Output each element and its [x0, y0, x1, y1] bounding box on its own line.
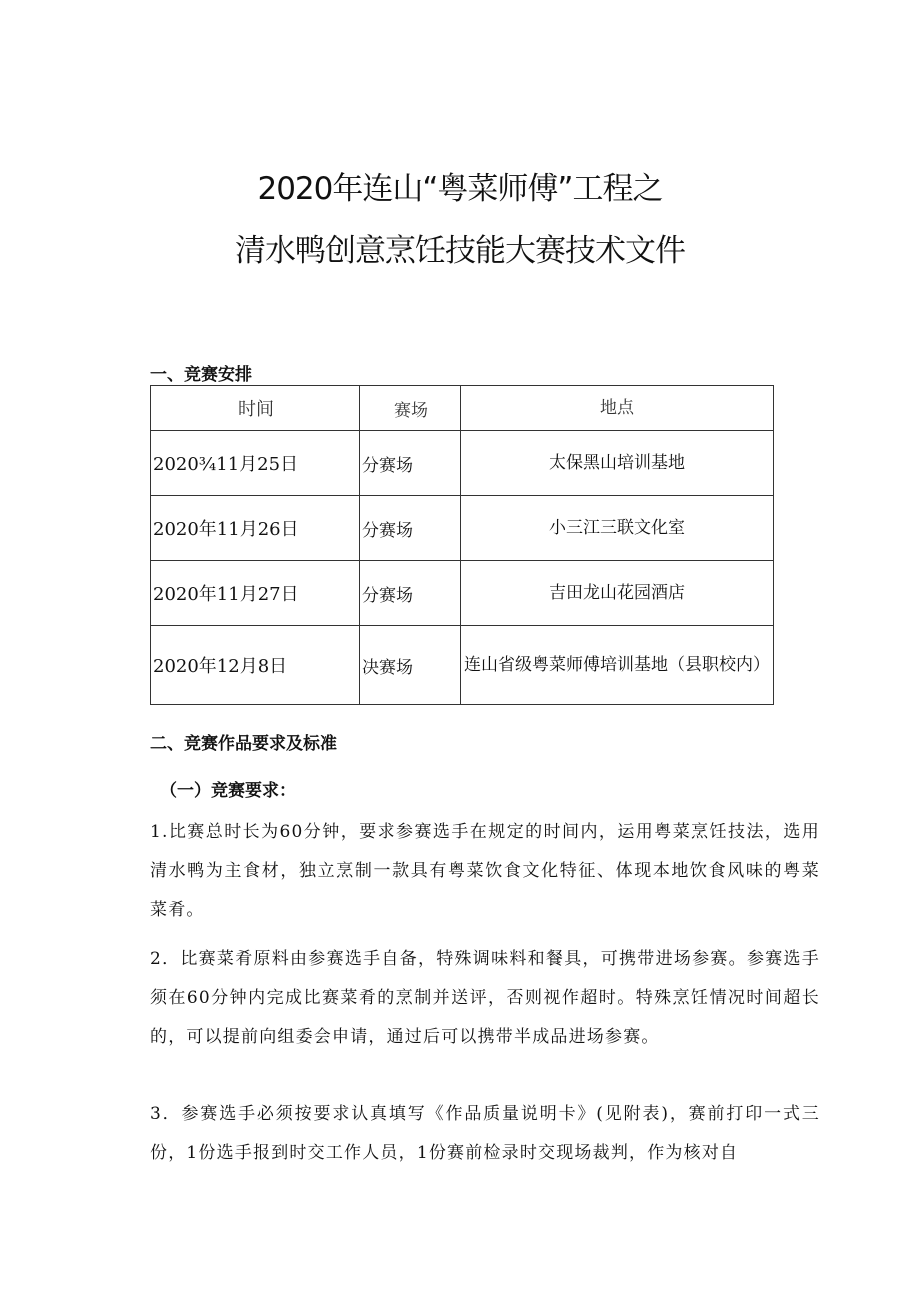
- paragraph-2: [150, 940, 820, 1057]
- paragraph-text: 3．参赛选手必须按要求认真填写《作品质量说明卡》(见附表)，赛前打印一式三份，1份选手报到时交工作人员，1份赛前检录时交现场裁判，作为核对自: [150, 1104, 820, 1163]
- header-place: 地点: [461, 386, 774, 431]
- paragraph-1: [150, 813, 820, 930]
- cell-place: 吉田龙山花园酒店: [461, 561, 774, 626]
- section-heading-requirements: 二、竞赛作品要求及标准: [150, 734, 337, 754]
- cell-time: 2020年11月26日: [151, 496, 360, 561]
- cell-place: 小三江三联文化室: [461, 496, 774, 561]
- cell-venue: 决赛场: [360, 626, 461, 705]
- subheading-competition-requirements: （一）竞赛要求：: [160, 781, 296, 801]
- cell-place: 连山省级粤菜师傅培训基地（县职校内）: [461, 626, 774, 705]
- schedule-table: [150, 385, 774, 705]
- title-line-1: 2020年连山“粤菜师傅”工程之: [257, 171, 663, 207]
- cell-place: 太保黑山培训基地: [461, 431, 774, 496]
- paragraph-3: [150, 1095, 820, 1173]
- cell-time: 2020年12月8日: [151, 626, 360, 705]
- paragraph-text: 2．比赛菜肴原料由参赛选手自备，特殊调味料和餐具，可携带进场参赛。参赛选手须在60分钟内完成比赛菜肴的烹制并送评，否则视作超时。特殊烹饪情况时间超长的，可以提前向组委会申请，通过后可以携带半成品进场参赛。: [150, 949, 820, 1047]
- table-row: [151, 496, 774, 561]
- paragraph-text: 1.比赛总时长为60分钟，要求参赛选手在规定的时间内，运用粤菜烹饪技法，选用清水鸭为主食材，独立烹制一款具有粤菜饮食文化特征、体现本地饮食风味的粤菜菜肴。: [150, 822, 820, 920]
- cell-venue: 分赛场: [360, 431, 461, 496]
- header-time: 时间: [151, 386, 360, 431]
- cell-time: 2020年11月27日: [151, 561, 360, 626]
- cell-time: 2020¾11月25日: [151, 431, 360, 496]
- header-venue: 赛场: [360, 386, 461, 431]
- cell-venue: 分赛场: [360, 561, 461, 626]
- section-heading-schedule: 一、竞赛安排: [150, 365, 252, 385]
- table-row: [151, 626, 774, 705]
- table-row: [151, 431, 774, 496]
- title-line-2: 清水鸭创意烹饪技能大赛技术文件: [235, 233, 685, 269]
- document-title: [0, 158, 920, 282]
- table-row: [151, 561, 774, 626]
- table-header-row: [151, 386, 774, 431]
- cell-venue: 分赛场: [360, 496, 461, 561]
